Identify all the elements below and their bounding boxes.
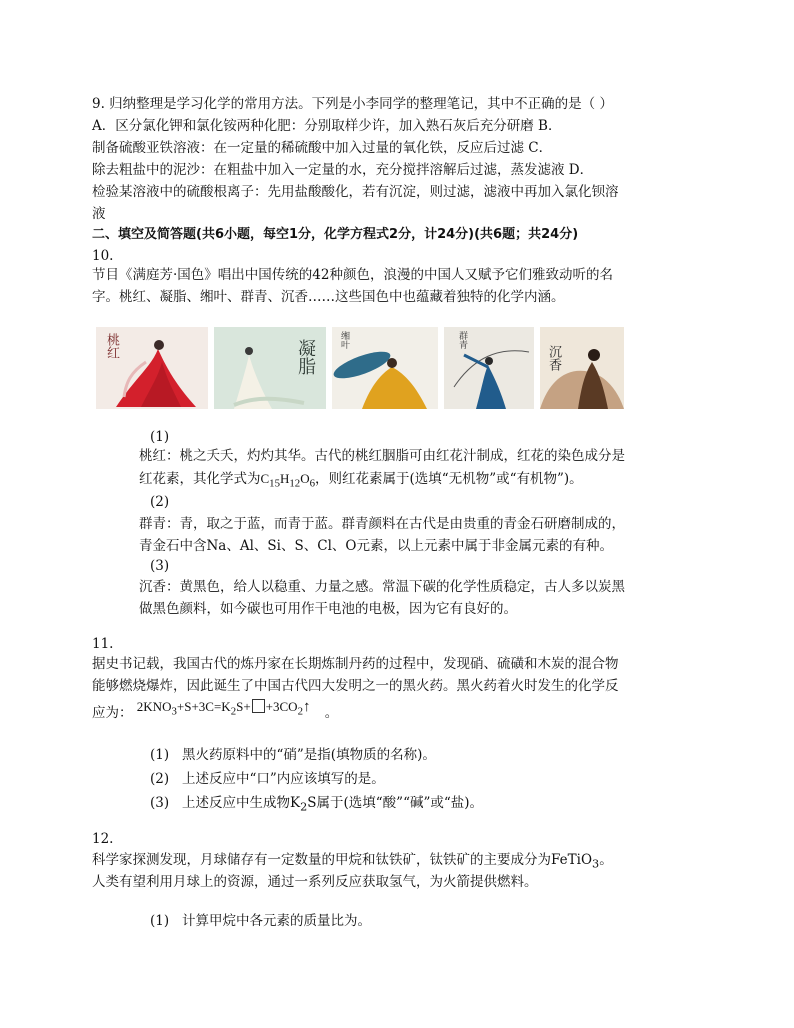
q10-part2-line2: 青金石中含Na、Al、Si、S、Cl、O元素，以上元素中属于非金属元素的有种。 [139, 538, 613, 554]
q9-option-b: 制备硫酸亚铁溶液：在一定量的稀硫酸中加入过量的氧化铁，反应后过滤 C． [92, 140, 553, 156]
q11-equation-end: 。 [324, 705, 339, 721]
q10-part3-line1: 沉香：黄黑色，给人以稳重、力量之感。常温下碳的化学性质稳定，古人多以炭黑 [139, 579, 625, 595]
q9-option-a: A．区分氯化钾和氯化铵两种化肥：分别取样少许，加入熟石灰后充分研磨 B． [92, 118, 562, 134]
illustration-pale-yellow [332, 327, 438, 409]
illustration-label-4: 群青 [457, 331, 467, 349]
q10-part3-line2: 做黑色颜料，如今碳也可用作干电池的电极，因为它有良好的。 [139, 601, 517, 617]
illustration-label-2: 凝脂 [295, 339, 316, 375]
q11-part1-text: 黑火药原料中的“硝”是指(填物质的名称)。 [182, 747, 436, 763]
q11-intro-line2: 能够燃烧爆炸，因此诞生了中国古代四大发明之一的黑火药。黑火药着火时发生的化学反 [92, 678, 619, 694]
q10-part3-number: (3) [150, 558, 170, 574]
illustration-label-3: 缃叶 [339, 331, 349, 349]
q9-stem: 9. 归纳整理是学习化学的常用方法。下列是小李同学的整理笔记，其中不正确的是（ ） [92, 96, 613, 112]
q10-part1-line2 [139, 470, 583, 493]
q11-intro-line1: 据史书记载，我国古代的炼丹家在长期炼制丹药的过程中，发现硝、硫磺和木炭的混合物 [92, 656, 619, 672]
q11-part3-text: 上述反应中生成物$K_2S$属于(选填“酸”“碱”或“盐)。 [182, 795, 484, 814]
q9-option-d-cont: 液 [92, 206, 106, 222]
q10-part2-number: (2) [150, 494, 170, 510]
q12-number: 12. [92, 831, 114, 847]
q12-part1-text: 计算甲烷中各元素的质量比为。 [182, 913, 371, 929]
q9-option-c: 除去粗盐中的泥沙：在粗盐中加入一定量的水，充分搅拌溶解后过滤，蒸发滤液 D． [92, 162, 594, 178]
q10-intro-line1: 节目《满庭芳·国色》唱出中国传统的42种颜色，浪漫的中国人又赋予它们雅致动听的名 [92, 267, 613, 283]
q12-part1-number: (1) [150, 913, 170, 929]
illustration-ultramarine [444, 327, 534, 409]
q11-equation-line [92, 699, 339, 727]
q11-part1-number: (1) [150, 747, 170, 763]
section-heading: 二、填空及简答题(共6小题，每空1分，化学方程式2分，计24分)(共6题；共24分) [92, 227, 579, 242]
illustration-agarwood [540, 327, 624, 409]
q10-part1-tail: ，则红花素属于(选填“无机物”或“有机物”)。 [315, 471, 583, 487]
q11-equation: $2KNO_3+S+3C=K_2S+$ $+3CO_2↑$ [136, 699, 311, 718]
q10-part1-line2-text: 红花素，其化学式为 [139, 471, 261, 487]
illustration-label-5: 沉香 [546, 345, 561, 371]
q11-number: 11. [92, 636, 114, 652]
equation-blank-box [252, 699, 265, 713]
q12-intro-line2: 人类有望利用月球上的资源，通过一系列反应获取氢气，为火箭提供燃料。 [92, 874, 538, 890]
q12-intro-line1: 科学家探测发现，月球储存有一定数量的甲烷和钛铁矿，钛铁矿的主要成分为FeTiO$_3$。 [92, 852, 613, 871]
q10-part1-line1: 桃红：桃之夭夭，灼灼其华。古代的桃红胭脂可由红花汁制成，红花的染色成分是 [139, 448, 625, 464]
q11-part2-number: (2) [150, 771, 170, 787]
q11-equation-prefix: 应为： [92, 705, 133, 721]
illustration-congealed-fat [214, 327, 326, 409]
q10-part1-number: (1) [150, 429, 170, 445]
illustration-peach-red [96, 327, 208, 409]
q11-part3-number: (3) [150, 795, 170, 811]
illustration-label-1: 桃红 [104, 333, 119, 359]
q9-option-d: 检验某溶液中的硫酸根离子：先用盐酸酸化，若有沉淀，则过滤，滤液中再加入氯化钡溶 [92, 184, 619, 200]
q10-number: 10. [92, 248, 114, 264]
q10-part2-line1: 群青：青，取之于蓝，而青于蓝。群青颜料在古代是由贵重的青金石研磨制成的， [139, 516, 625, 532]
q10-intro-line2: 字。桃红、凝脂、缃叶、群青、沉香……这些国色中也蕴藏着独特的化学内涵。 [92, 289, 565, 305]
q10-part1-formula: $C_{15}H_{12}O_6$ [260, 471, 316, 490]
q11-part2-text: 上述反应中“口”内应该填写的是。 [182, 771, 385, 787]
